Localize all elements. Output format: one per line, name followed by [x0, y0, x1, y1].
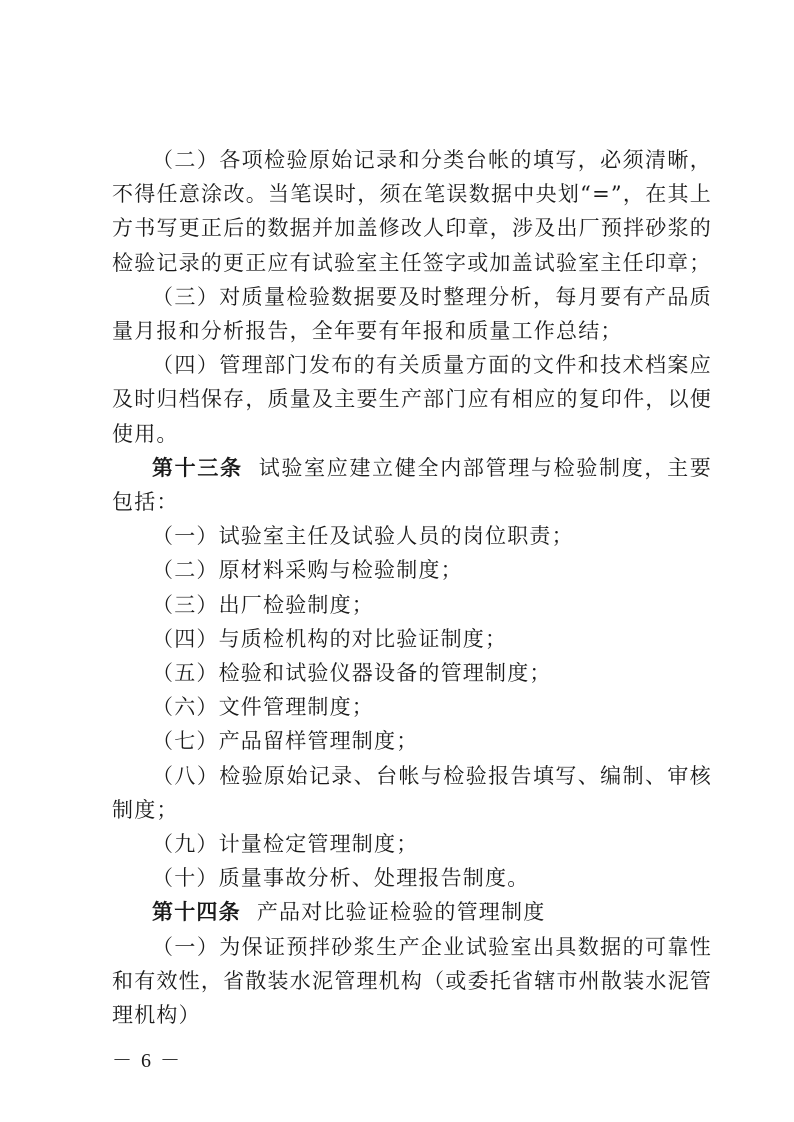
- page-number: － 6 －: [112, 1050, 182, 1072]
- article-13-item: （四）与质检机构的对比验证制度；: [152, 626, 508, 651]
- article-14-heading: 第十四条: [152, 900, 241, 925]
- article-13-text: 试验室应建立健全内部管理与检验制度，主要包括：: [112, 455, 712, 515]
- article-13: [112, 451, 712, 519]
- article-14: [112, 895, 712, 929]
- article-13-item: （二）原材料采购与检验制度；: [152, 558, 463, 583]
- document-body: [112, 143, 712, 1032]
- article-13-heading: 第十三条: [152, 455, 243, 480]
- article-14-text: 产品对比验证检验的管理制度: [256, 900, 546, 925]
- article-13-item: （三）出厂检验制度；: [152, 592, 374, 617]
- paragraph-4: （四）管理部门发布的有关质量方面的文件和技术档案应及时归档保存，质量及主要生产部门应有相应的复印件，以便使用。: [112, 353, 712, 446]
- article-13-item: （九）计量检定管理制度；: [152, 832, 419, 857]
- paragraph-3: （三）对质量检验数据要及时整理分析，每月要有产品质量月报和分析报告，全年要有年报和质量工作总结；: [112, 284, 712, 344]
- article-13-item: （八）检验原始记录、台帐与检验报告填写、编制、审核制度；: [112, 763, 712, 822]
- article-13-item: （一）试验室主任及试验人员的岗位职责；: [152, 524, 574, 549]
- article-14-item: （一）为保证预拌砂浆生产企业试验室出具数据的可靠性和有效性，省散装水泥管理机构（或委托省辖市州散装水泥管理机构）: [112, 934, 712, 1028]
- article-13-item: （六）文件管理制度；: [152, 695, 374, 720]
- article-13-item: （五）检验和试验仪器设备的管理制度；: [152, 661, 552, 686]
- article-13-item: （七）产品留样管理制度；: [152, 729, 419, 754]
- paragraph-2: （二）各项检验原始记录和分类台帐的填写，必须清晰，不得任意涂改。当笔误时，须在笔误数据中央划“=”，在其上方书写更正后的数据并加盖修改人印章，涉及出厂预拌砂浆的检验记录的更正应有试验室主任签字或加盖试验室主任印章；: [112, 148, 712, 275]
- article-13-item: （十）质量事故分析、处理报告制度。: [152, 866, 530, 891]
